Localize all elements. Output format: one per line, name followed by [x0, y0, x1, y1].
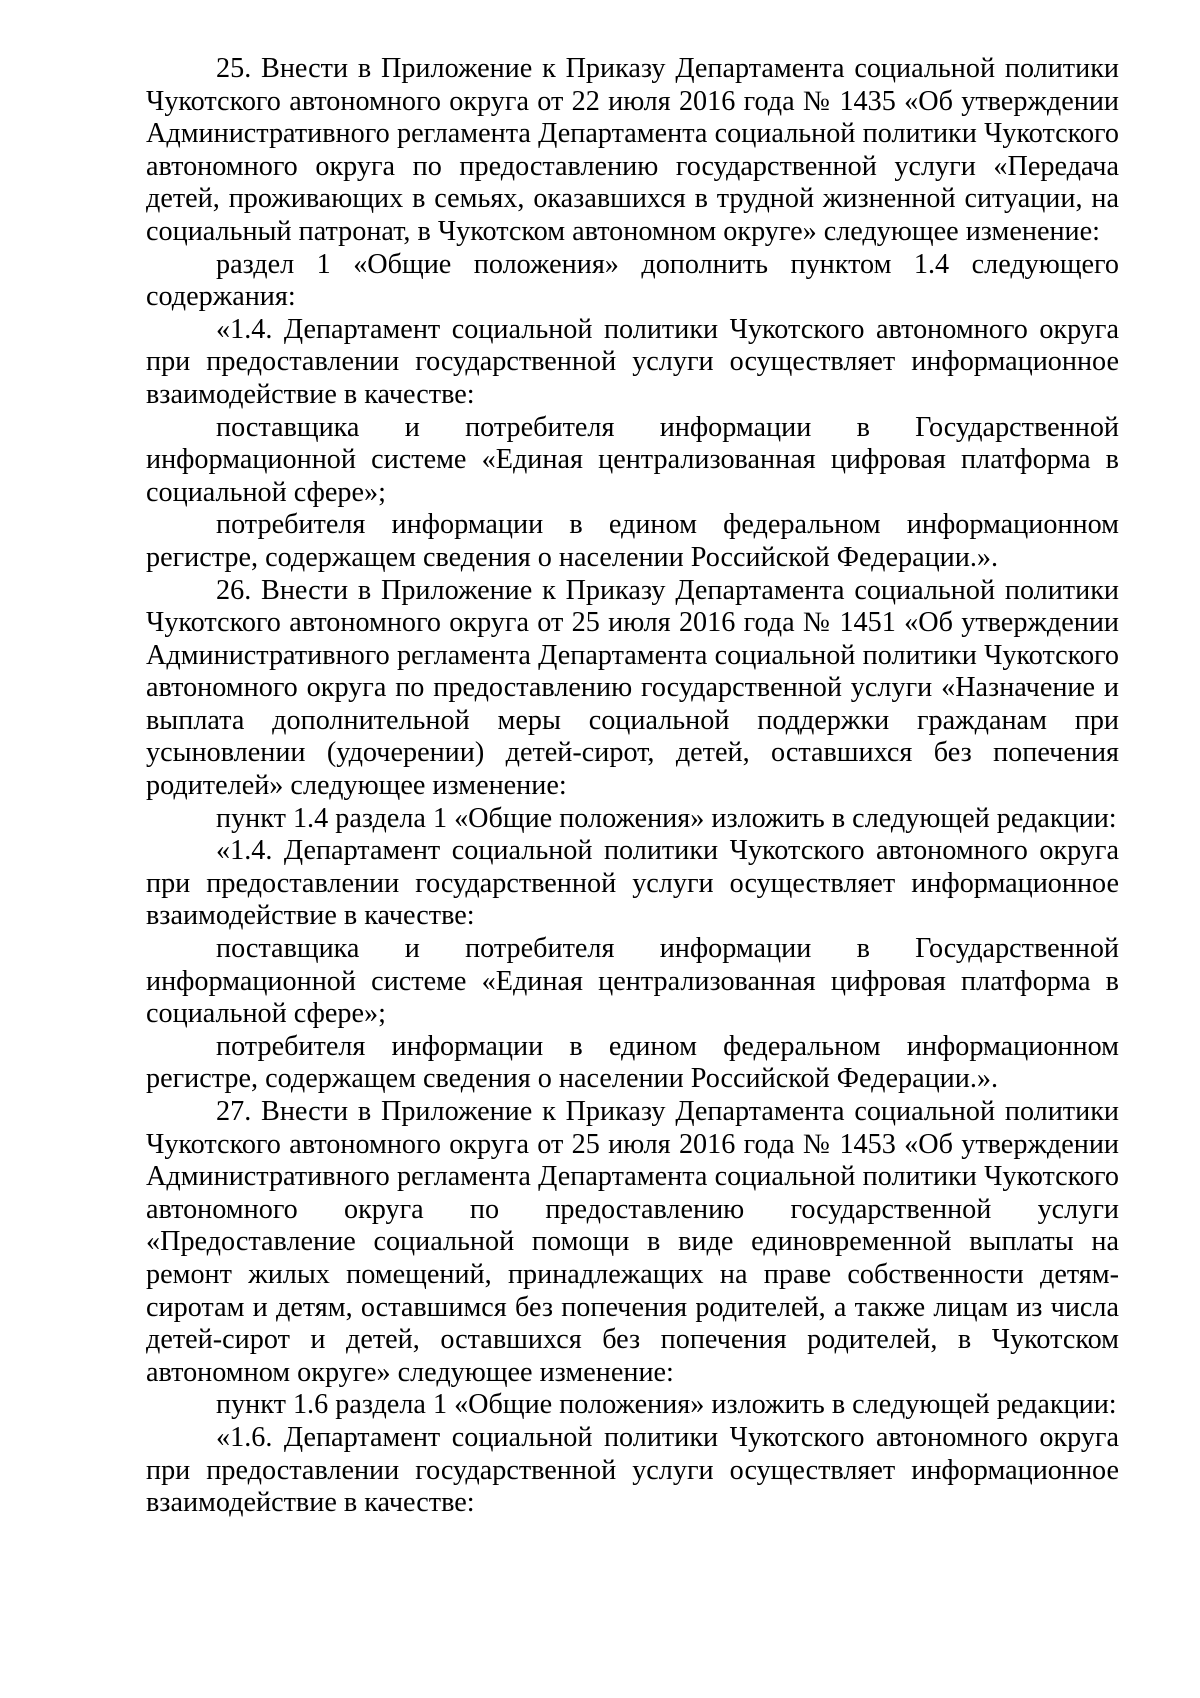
paragraph-27-intro: 27. Внести в Приложение к Приказу Департамента социальной политики Чукотского автономного округа от 25 июля 2016 года № 1453 «Об утверждении Административного регламента Департамента социальной политики Чукотского автономного округа по предоставлению государственной услуги «Предоставление социальной помощи в виде единовременной выплаты на ремонт жилых помещений, принадлежащих на праве собственности детям-сиротам и детям, оставшимся без попечения родителей, а также лицам из числа детей-сирот и детей, оставшихся без попечения родителей, в Чукотском автономном округе» следующее изменение:: [146, 1096, 1119, 1388]
paragraph-26-intro: 26. Внести в Приложение к Приказу Департамента социальной политики Чукотского автономного округа от 25 июля 2016 года № 1451 «Об утверждении Административного регламента Департамента социальной политики Чукотского автономного округа по предоставлению государственной услуги «Назначение и выплата дополнительной меры социальной поддержки гражданам при усыновлении (удочерении) детей-сирот, детей, оставшихся без попечения родителей» следующее изменение:: [146, 574, 1119, 802]
paragraph-27-clause-1-6: «1.6. Департамент социальной политики Чукотского автономного округа при предоставлении государственной услуги осуществляет информационное взаимодействие в качестве:: [146, 1421, 1119, 1519]
paragraph-25-clause-1-4: «1.4. Департамент социальной политики Чукотского автономного округа при предоставлении государственной услуги осуществляет информационное взаимодействие в качестве:: [146, 313, 1119, 410]
paragraph-25-supplier-role: поставщика и потребителя информации в Государственной информационной системе «Единая централизованная цифровая платформа в социальной сфере»;: [146, 411, 1119, 508]
document-page: [146, 53, 1119, 1520]
paragraph-25-section-amendment: раздел 1 «Общие положения» дополнить пунктом 1.4 следующего содержания:: [146, 248, 1119, 313]
paragraph-26-section-amendment: пункт 1.4 раздела 1 «Общие положения» изложить в следующей редакции:: [216, 802, 1117, 834]
paragraph-26-consumer-role: потребителя информации в едином федеральном информационном регистре, содержащем сведения о населении Российской Федерации.».: [146, 1030, 1119, 1095]
paragraph-25-intro: 25. Внести в Приложение к Приказу Департамента социальной политики Чукотского автономного округа от 22 июля 2016 года № 1435 «Об утверждении Административного регламента Департамента социальной политики Чукотского автономного округа по предоставлению государственной услуги «Передача детей, проживающих в семьях, оказавшихся в трудной жизненной ситуации, на социальный патронат, в Чукотском автономном округе» следующее изменение:: [146, 53, 1119, 247]
paragraph-26-supplier-role: поставщика и потребителя информации в Государственной информационной системе «Единая централизованная цифровая платформа в социальной сфере»;: [146, 933, 1119, 1030]
paragraph-26-clause-1-4: «1.4. Департамент социальной политики Чукотского автономного округа при предоставлении государственной услуги осуществляет информационное взаимодействие в качестве:: [146, 835, 1119, 932]
paragraph-25-consumer-role: потребителя информации в едином федеральном информационном регистре, содержащем сведения о населении Российской Федерации.».: [146, 509, 1119, 573]
paragraph-27-section-amendment: пункт 1.6 раздела 1 «Общие положения» изложить в следующей редакции:: [216, 1389, 1117, 1421]
